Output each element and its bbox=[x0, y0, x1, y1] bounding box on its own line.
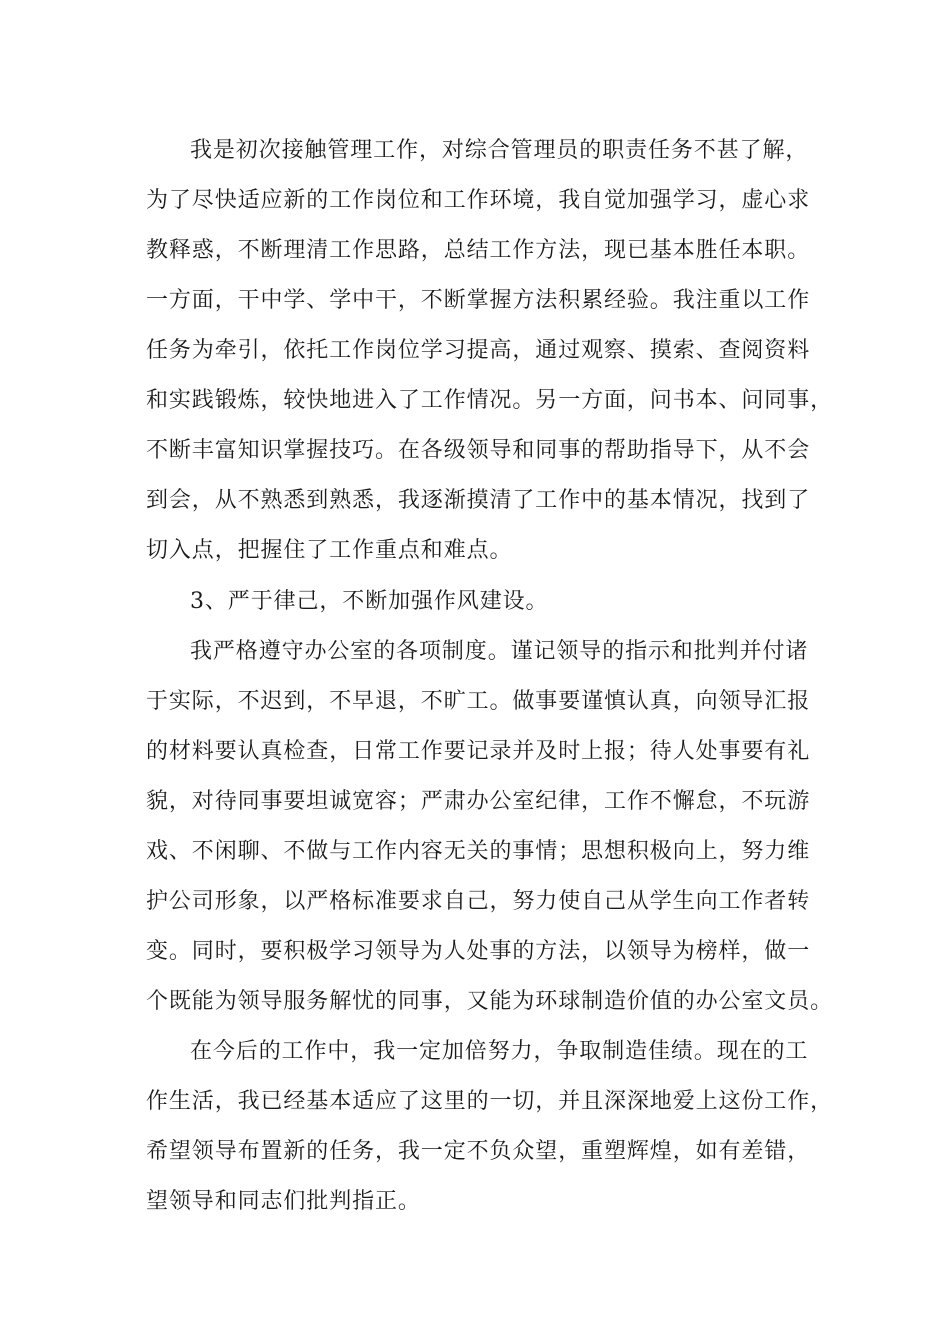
paragraph-line: 望领导和同志们批判指正。 bbox=[146, 1189, 421, 1214]
paragraph-line: 希望领导布置新的任务，我一定不负众望，重塑辉煌，如有差错， bbox=[146, 1139, 811, 1164]
paragraph-line: 戏、不闲聊、不做与工作内容无关的事情；思想积极向上，努力维 bbox=[146, 839, 811, 864]
paragraph-line: 变。同时，要积极学习领导为人处事的方法，以领导为榜样，做一 bbox=[146, 939, 811, 964]
paragraph-line: 任务为牵引，依托工作岗位学习提高，通过观察、摸索、查阅资料 bbox=[146, 338, 811, 363]
paragraph-line: 在今后的工作中，我一定加倍努力，争取制造佳绩。现在的工 bbox=[190, 1039, 809, 1064]
paragraph-line: 一方面，干中学、学中干，不断掌握方法积累经验。我注重以工作 bbox=[146, 288, 811, 313]
paragraph-line: 我是初次接触管理工作，对综合管理员的职责任务不甚了解， bbox=[190, 138, 809, 163]
paragraph-line: 护公司形象，以严格标准要求自己，努力使自己从学生向工作者转 bbox=[146, 889, 811, 914]
paragraph-line: 我严格遵守办公室的各项制度。谨记领导的指示和批判并付诸 bbox=[190, 639, 809, 664]
paragraph-line: 切入点，把握住了工作重点和难点。 bbox=[146, 538, 513, 563]
paragraph-line: 作生活，我已经基本适应了这里的一切，并且深深地爱上这份工作， bbox=[146, 1089, 834, 1114]
section-heading: 3、严于律己，不断加强作风建设。 bbox=[190, 589, 549, 614]
paragraph-line: 不断丰富知识掌握技巧。在各级领导和同事的帮助指导下，从不会 bbox=[146, 438, 811, 463]
paragraph-line: 为了尽快适应新的工作岗位和工作环境，我自觉加强学习，虚心求 bbox=[146, 188, 811, 213]
paragraph-line: 教释惑，不断理清工作思路，总结工作方法，现已基本胜任本职。 bbox=[146, 238, 811, 263]
paragraph-line: 的材料要认真检查，日常工作要记录并及时上报；待人处事要有礼 bbox=[146, 739, 811, 764]
paragraph-line: 于实际，不迟到，不早退，不旷工。做事要谨慎认真，向领导汇报 bbox=[146, 689, 811, 714]
paragraph-line: 貌，对待同事要坦诚宽容；严肃办公室纪律，工作不懈怠，不玩游 bbox=[146, 789, 811, 814]
paragraph-line: 到会，从不熟悉到熟悉，我逐渐摸清了工作中的基本情况，找到了 bbox=[146, 488, 811, 513]
paragraph-line: 和实践锻炼，较快地进入了工作情况。另一方面，问书本、问同事， bbox=[146, 388, 834, 413]
paragraph-line: 个既能为领导服务解忧的同事，又能为环球制造价值的办公室文员。 bbox=[146, 989, 834, 1014]
